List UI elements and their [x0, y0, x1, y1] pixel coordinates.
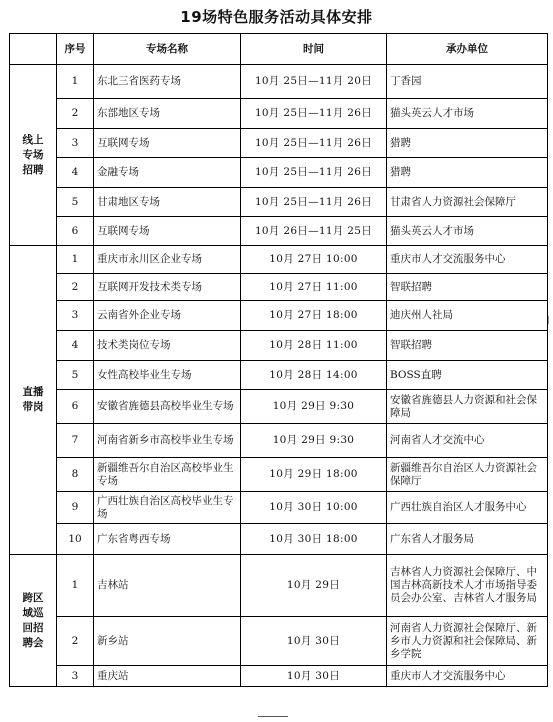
- row-name: 甘肃地区专场: [94, 188, 241, 217]
- row-index: 4: [57, 331, 94, 361]
- row-index: 6: [57, 217, 94, 246]
- row-organizer: 甘肃省人力资源社会保障厅: [387, 188, 548, 217]
- row-index: 3: [57, 129, 94, 158]
- scroll-tick: [548, 316, 549, 324]
- row-index: 5: [57, 188, 94, 217]
- table-row: [10, 555, 548, 617]
- row-name: 互联网开发技术类专场: [94, 274, 241, 301]
- table-row: [10, 331, 548, 361]
- row-name: 河南省新乡市高校毕业生专场: [94, 424, 241, 458]
- table-row: [10, 217, 548, 246]
- row-organizer: 猫头英云人才市场: [387, 99, 548, 129]
- row-organizer: 迪庆州人社局: [387, 301, 548, 331]
- row-index: 2: [57, 99, 94, 129]
- row-time: 10月 28日 14:00: [241, 361, 387, 390]
- row-organizer: 重庆市人才交流服务中心: [387, 246, 548, 274]
- table-row: [10, 65, 548, 99]
- category-label: 跨区域巡回招聘会: [22, 591, 44, 649]
- row-index: 1: [57, 246, 94, 274]
- row-time: 10月 30日 10:00: [241, 492, 387, 524]
- header-name: 专场名称: [94, 34, 241, 65]
- table-row: [10, 188, 548, 217]
- row-organizer: 智联招聘: [387, 274, 548, 301]
- row-name: 重庆市永川区企业专场: [94, 246, 241, 274]
- table-row: [10, 390, 548, 424]
- category-cell: [10, 65, 57, 246]
- row-organizer: 河南省人力资源社会保障厅、新乡市人力资源和社会保障局、新乡学院: [387, 617, 548, 666]
- row-organizer: 安徽省旌德县人力资源和社会保障局: [387, 390, 548, 424]
- row-time: 10月 27日 11:00: [241, 274, 387, 301]
- table-header-row: [10, 34, 548, 65]
- header-organizer: 承办单位: [387, 34, 548, 65]
- row-time: 10月 25日—11月 26日: [241, 99, 387, 129]
- row-index: 1: [57, 555, 94, 617]
- row-index: 7: [57, 424, 94, 458]
- row-name: 云南省外企业专场: [94, 301, 241, 331]
- row-organizer: 广东省人才服务局: [387, 524, 548, 555]
- header-category: [10, 34, 57, 65]
- table-row: [10, 129, 548, 158]
- table-row: [10, 301, 548, 331]
- row-organizer: 丁香园: [387, 65, 548, 99]
- row-index: 5: [57, 361, 94, 390]
- table-row: [10, 666, 548, 687]
- row-index: 1: [57, 65, 94, 99]
- page-divider: [258, 716, 288, 717]
- header-index: 序号: [57, 34, 94, 65]
- row-time: 10月 25日—11月 26日: [241, 129, 387, 158]
- category-cell: [10, 555, 57, 687]
- row-name: 东部地区专场: [94, 99, 241, 129]
- row-time: 10月 29日 9:30: [241, 390, 387, 424]
- row-time: 10月 25日—11月 26日: [241, 188, 387, 217]
- row-name: 新乡站: [94, 617, 241, 666]
- row-time: 10月 29日: [241, 555, 387, 617]
- row-organizer: 猎聘: [387, 158, 548, 188]
- row-name: 吉林站: [94, 555, 241, 617]
- category-label: 直播带岗: [22, 386, 44, 413]
- row-index: 3: [57, 666, 94, 687]
- page-title: 19场特色服务活动具体安排: [180, 8, 373, 26]
- row-index: 2: [57, 617, 94, 666]
- table-row: [10, 492, 548, 524]
- row-index: 6: [57, 390, 94, 424]
- row-index: 9: [57, 492, 94, 524]
- row-name: 安徽省旌德县高校毕业生专场: [94, 390, 241, 424]
- row-organizer: 吉林省人力资源社会保障厅、中国吉林高新技术人才市场指导委员会办公室、吉林省人才服务局: [387, 555, 548, 617]
- table-row: [10, 458, 548, 492]
- row-time: 10月 30日: [241, 666, 387, 687]
- row-time: 10月 25日—11月 20日: [241, 65, 387, 99]
- row-name: 互联网专场: [94, 129, 241, 158]
- row-organizer: BOSS直聘: [387, 361, 548, 390]
- row-organizer: 重庆市人才交流服务中心: [387, 666, 548, 687]
- row-time: 10月 27日 10:00: [241, 246, 387, 274]
- row-name: 东北三省医药专场: [94, 65, 241, 99]
- row-organizer: 广西壮族自治区人才服务中心: [387, 492, 548, 524]
- table-row: [10, 246, 548, 274]
- row-time: 10月 26日—11月 25日: [241, 217, 387, 246]
- table-row: [10, 361, 548, 390]
- row-organizer: 河南省人才交流中心: [387, 424, 548, 458]
- row-name: 技术类岗位专场: [94, 331, 241, 361]
- row-index: 10: [57, 524, 94, 555]
- row-organizer: 新疆维吾尔自治区人力资源社会保障厅: [387, 458, 548, 492]
- row-index: 2: [57, 274, 94, 301]
- row-time: 10月 30日: [241, 617, 387, 666]
- row-index: 4: [57, 158, 94, 188]
- row-time: 10月 30日 18:00: [241, 524, 387, 555]
- row-name: 金融专场: [94, 158, 241, 188]
- row-index: 8: [57, 458, 94, 492]
- row-organizer: 智联招聘: [387, 331, 548, 361]
- row-name: 广东省粤西专场: [94, 524, 241, 555]
- table-row: [10, 158, 548, 188]
- row-name: 重庆站: [94, 666, 241, 687]
- schedule-table: [9, 33, 548, 687]
- table-row: [10, 617, 548, 666]
- row-name: 女性高校毕业生专场: [94, 361, 241, 390]
- row-organizer: 猫头英云人才市场: [387, 217, 548, 246]
- row-time: 10月 25日—11月 26日: [241, 158, 387, 188]
- row-organizer: 猎聘: [387, 129, 548, 158]
- row-time: 10月 29日 9:30: [241, 424, 387, 458]
- row-time: 10月 27日 18:00: [241, 301, 387, 331]
- table-row: [10, 274, 548, 301]
- row-name: 广西壮族自治区高校毕业生专场: [94, 492, 241, 524]
- row-time: 10月 29日 18:00: [241, 458, 387, 492]
- row-name: 新疆维吾尔自治区高校毕业生专场: [94, 458, 241, 492]
- row-index: 3: [57, 301, 94, 331]
- table-row: [10, 99, 548, 129]
- header-time: 时间: [241, 34, 387, 65]
- table-row: [10, 424, 548, 458]
- category-label: 线上专场招聘: [22, 133, 44, 176]
- category-cell: [10, 246, 57, 555]
- table-row: [10, 524, 548, 555]
- row-name: 互联网专场: [94, 217, 241, 246]
- table-body: [10, 65, 548, 687]
- row-time: 10月 28日 11:00: [241, 331, 387, 361]
